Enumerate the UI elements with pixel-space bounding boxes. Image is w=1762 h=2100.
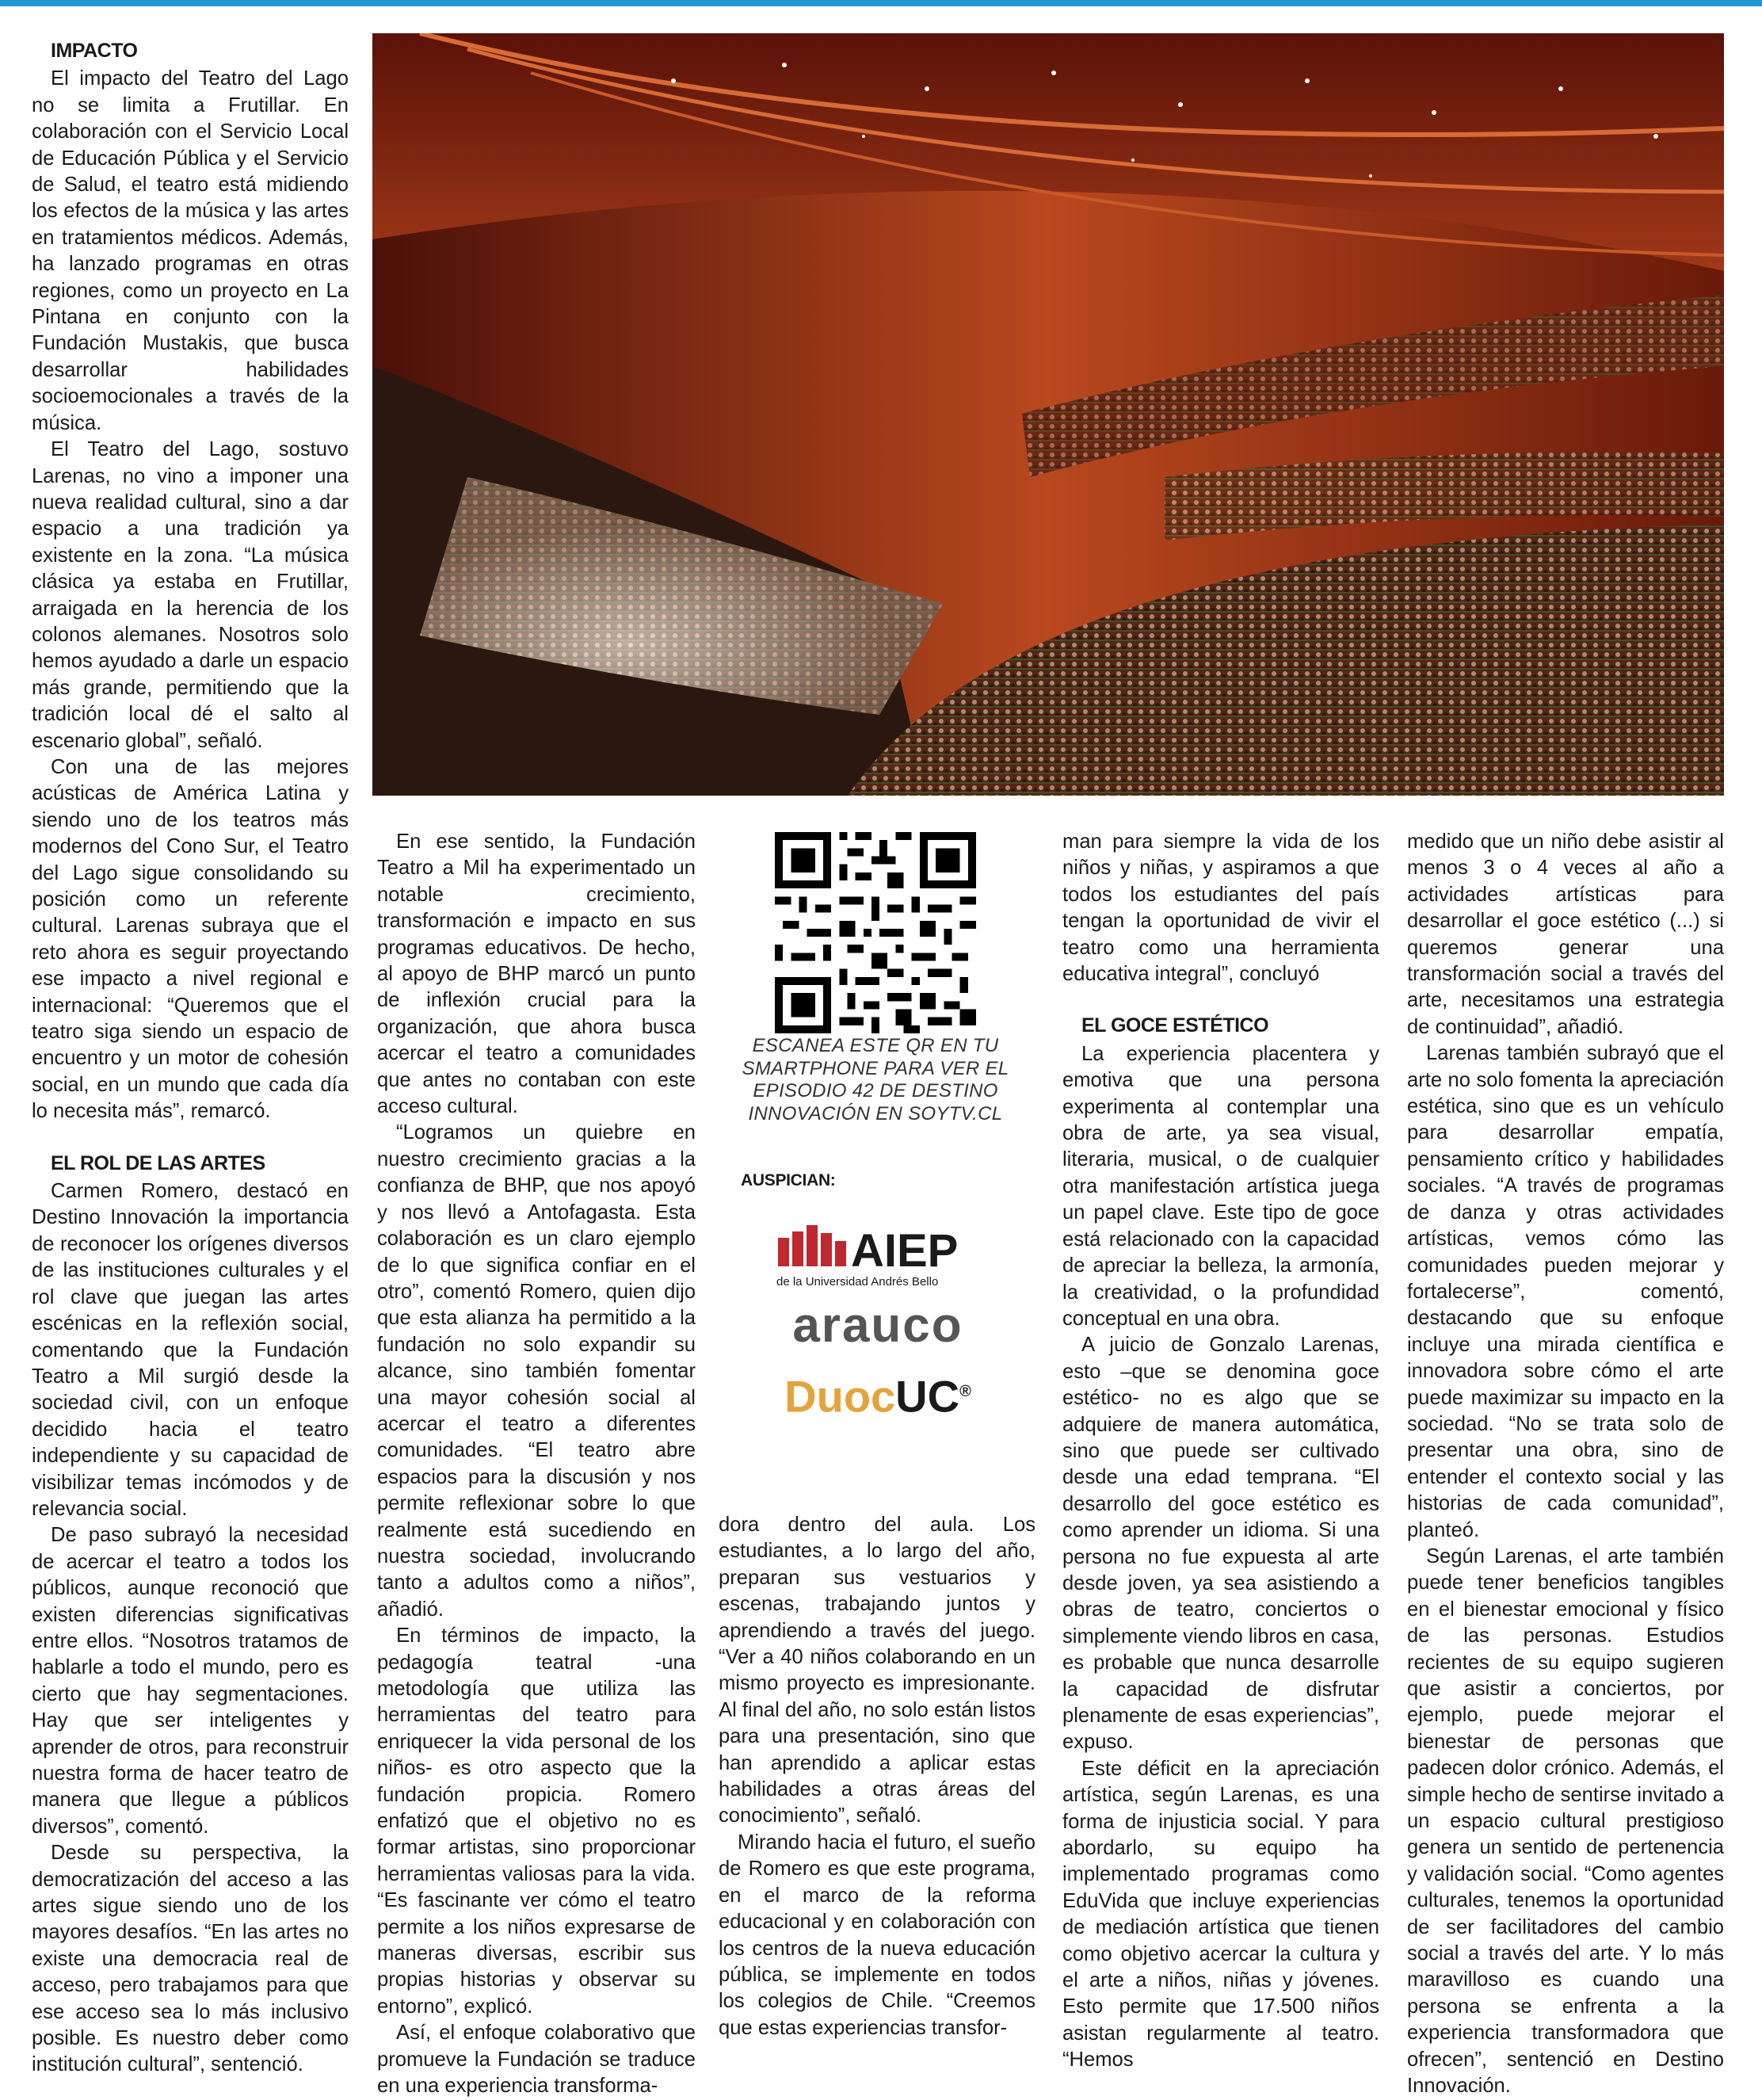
section-heading-rol-artes: EL ROL DE LAS ARTES: [51, 1151, 265, 1174]
aiep-wordmark: AIEP: [851, 1225, 959, 1277]
arauco-logo: arauco: [792, 1298, 963, 1353]
duoc-uc-logo: [775, 1360, 981, 1423]
paragraph: Con una de las mejores acústicas de América Latina y siendo uno de los teatros más modernos del Cono Sur, el Teatro del Lago sigue consolidando su posición como un referente cultural. Larenas subraya que el reto ahora es seguir proyectando ese impacto a nivel regional e internacional: “Queremos que el teatro siga siendo un espacio de encuentro y un motor de cohesión social, en un mundo que cada día lo necesita más”, remarcó.: [32, 755, 349, 1123]
column-3: [719, 1512, 1035, 2041]
uc-wordmark: UC: [895, 1371, 960, 1422]
paragraph: Larenas también subrayó que el arte no solo fomenta la apreciación estética, sino que es un vehículo para desarrollar empatía, pensamiento crítico y habilidades sociales. “A través de programas de danza y otras actividades artísticas, vemos cómo las comunidades pueden mejorar y fortalecerse”, comentó, destacando que su enfoque incluye una mirada científica e innovadora sobre cómo el arte puede maximizar su impacto en la sociedad. “No se trata solo de presentar una obra, sino de entender el contexto social y las historias de cada comunidad”, planteó.: [1407, 1042, 1724, 1541]
paragraph: “Logramos un quiebre en nuestro crecimiento gracias a la confianza de BHP, que nos apoyó y nos llevó a Antofagasta. Esta colaboración es un claro ejemplo de lo que significa confiar en el otro”, comentó Romero, quien dijo que esta alianza ha permitido a la fundación no solo expandir su alcance, sino también fomentar una mayor cohesión social al acercar el teatro a diferentes comunidades. “El teatro abre espacios para la discusión y nos permite reflexionar sobre lo que realmente está sucediendo en nuestra sociedad, involucrando tanto a adultos como a niños”, añadió.: [377, 1121, 696, 1621]
paragraph: De paso subrayó la necesidad de acercar el teatro a todos los públicos, aunque reconoció que existen diferencias significativas entre ellos. “Nosotros tratamos de hablarle a todo el mundo, pero es cierto que hay segmentaciones. Hay que ser inteligentes y aprender de otros, para reconstruir nuestra forma de hacer teatro de manera que llegue a públicos diversos”, comentó.: [32, 1524, 349, 1838]
aiep-logo: [775, 1219, 981, 1294]
paragraph: Así, el enfoque colaborativo que promueve la Fundación se traduce en una experiencia transforma-: [377, 2022, 696, 2098]
registered-mark: ®: [959, 1383, 971, 1400]
column-4: [1062, 829, 1379, 2074]
paragraph: La experiencia placentera y emotiva que una persona experimenta al contemplar una obra de arte, ya sea visual, literaria, musical, o de cualquier otra manifestación artística juega un papel clave. Este tipo de goce está relacionado con la capacidad de apreciar la belleza, la armonía, la creatividad, o la profundidad conceptual en una obra.: [1062, 1042, 1379, 1330]
sponsors-label: AUSPICIAN:: [741, 1171, 836, 1189]
aiep-subtitle: de la Universidad Andrés Bello: [776, 1275, 939, 1289]
paragraph: A juicio de Gonzalo Larenas, esto –que se denomina goce estético- no es algo que se adquiere de manera automática, sino que puede ser cultivado desde una edad temprana. “El desarrollo del goce estético es como aprender un idioma. Si una persona no fue expuesta al arte desde joven, ya sea asistiendo a obras de teatro, conciertos o simplemente viendo libros en casa, es probable que nunca desarrolle la capacidad de disfrutar plenamente de esas experiencias”, expuso.: [1062, 1334, 1379, 1754]
paragraph: Desde su perspectiva, la democratización del acceso a las artes sigue siendo uno de los mayores desafíos. “En las artes no existe una democracia real de acceso, pero trabajamos para que ese acceso sea lo más inclusivo posible. Es nuestro deber como institución cultural”, sentenció.: [32, 1842, 349, 2076]
paragraph: man para siempre la vida de los niños y niñas, y aspiramos a que todos los estudiantes del país tengan la oportunidad de vivir el teatro como una herramienta educativa integral”, concluyó: [1062, 830, 1379, 986]
paragraph: El impacto del Teatro del Lago no se limita a Frutillar. En colaboración con el Servicio Local de Educación Pública y el Servicio de Salud, el teatro está midiendo los efectos de la música y las artes en tratamientos médicos. Además, ha lanzado programas en otras regiones, como un proyecto en La Pintana en conjunto con la Fundación Mustakis, que busca desarrollar habilidades socioemocionales a través de la música.: [32, 67, 349, 434]
qr-caption: ESCANEA ESTE QR EN TU SMARTPHONE PARA VER EL EPISODIO 42 DE DESTINO INNOVACIÓN EN SOYTV.CL: [742, 1035, 1009, 1124]
paragraph: Este déficit en la apreciación artística, según Larenas, es una forma de injusticia social. Y para abordarlo, su equipo ha implementado programas como EduVida que incluye experiencias de mediación artística que tienen como objetivo acercar la cultura y el arte a niños, niñas y jóvenes. Esto permite que 17.500 niños asistan regularmente al teatro. “Hemos: [1062, 1757, 1379, 2071]
column-2: [377, 829, 696, 2100]
paragraph: El Teatro del Lago, sostuvo Larenas, no vino a imponer una nueva realidad cultural, sino a dar espacio a una tradición ya existente en la zona. “La música clásica ya estaba en Frutillar, arraigada en la herencia de los colonos alemanes. Nosotros solo hemos ayudado a darle un espacio más grande, permitiendo que la tradición local dé el salto al escenario global”, señaló.: [32, 438, 349, 752]
paragraph: Según Larenas, el arte también puede tener beneficios tangibles en el bienestar emocional y físico de las personas. Estudios recientes de su equipo sugieren que asistir a conciertos, por ejemplo, puede mejorar el bienestar de personas que padecen dolor crónico. Además, el simple hecho de sentirse invitado a un espacio cultural prestigioso genera un sentido de pertenencia y validación social. “Como agentes culturales, tenemos la oportunidad de ser facilitadores del cambio social a través del arte. Y lo más maravilloso es cuando una persona se enfrenta a la experiencia transformadora que ofrecen”, sentenció en Destino Innovación.: [1407, 1544, 1724, 2098]
paragraph: Carmen Romero, destacó en Destino Innovación la importancia de reconocer los orígenes diversos de las instituciones culturales y el rol clave que juegan las artes escénicas en la reflexión social, comentando que la Fundación Teatro a Mil surgió desde la sociedad civil, con un enfoque decidido hacia el teatro independiente y su capacidad de visibilizar temas incómodos y de relevancia social.: [32, 1180, 349, 1520]
top-accent-bar: [0, 0, 1762, 6]
section-heading-goce-estetico: EL GOCE ESTÉTICO: [1081, 1014, 1269, 1037]
paragraph: dora dentro del aula. Los estudiantes, a lo largo del año, preparan sus vestuarios y escenas, trabajando juntos y aprendiendo a través del juego. “Ver a 40 niños colaborando en un mismo proyecto es impresionante. Al final del año, no solo están listos para una presentación, sino que han aprendido a aplicar estas habilidades a otras áreas del conocimiento”, señaló.: [719, 1514, 1035, 1827]
column-1: [32, 38, 349, 2079]
paragraph: Mirando hacia el futuro, el sueño de Romero es que este programa, en el marco de la reforma educacional y en colaboración con los centros de la nueva educación pública, se implemente en todos los colegios de Chile. “Creemos que estas experiencias transfor-: [719, 1831, 1035, 2039]
section-heading-impacto: IMPACTO: [51, 40, 138, 62]
column-5: [1407, 829, 1724, 2100]
theater-photo: [372, 33, 1724, 796]
aiep-logo-graphic: [775, 1219, 981, 1294]
paragraph: medido que un niño debe asistir al menos 3 o 4 veces al año a actividades artísticas para desarrollar el goce estético (...) si queremos generar una transformación social a través del arte, necesitamos una estrategia de continuidad”, añadió.: [1407, 830, 1724, 1038]
paragraph: En ese sentido, la Fundación Teatro a Mil ha experimentado un notable crecimiento, transformación e impacto en sus programas educativos. De hecho, al apoyo de BHP marcó un punto de inflexión crucial para la organización, que ahora busca acercar el teatro a comunidades que antes no contaban con este acceso cultural.: [377, 830, 696, 1118]
paragraph: En términos de impacto, la pedagogía teatral -una metodología que utiliza las herramientas del teatro para enriquecer la vida personal de los niños- es otro aspecto que la fundación propicia. Romero enfatizó que el objetivo no es formar artistas, sino proporcionar herramientas valiosas para la vida. “Es fascinante ver cómo el teatro permite a los niños expresarse de maneras diversas, escribir sus propias historias y observar su entorno”, explicó.: [377, 1625, 696, 2018]
qr-code-graphic: [775, 832, 976, 1033]
duoc-wordmark: Duoc: [784, 1371, 896, 1422]
qr-code[interactable]: [775, 832, 976, 1033]
theater-illustration: [372, 33, 1724, 796]
